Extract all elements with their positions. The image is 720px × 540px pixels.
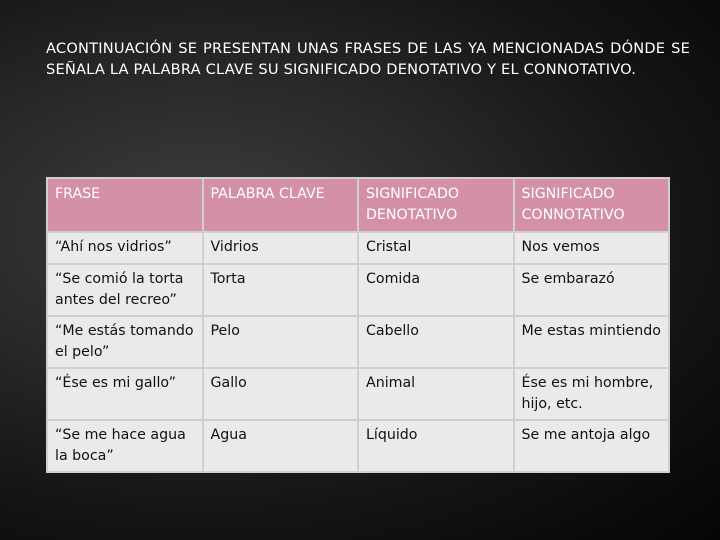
- table-row: [48, 369, 668, 419]
- cell-denotativo: Cristal: [359, 233, 513, 263]
- cell-frase: “Ahí nos vidrios”: [48, 233, 202, 263]
- header-frase: FRASE: [48, 179, 202, 231]
- header-significado-denotativo: SIGNIFICADO DENOTATIVO: [359, 179, 513, 231]
- cell-frase: “Ése es mi gallo”: [48, 369, 202, 419]
- cell-connotativo: Se embarazó: [515, 265, 669, 315]
- cell-palabra-clave: Vidrios: [204, 233, 358, 263]
- cell-connotativo: Nos vemos: [515, 233, 669, 263]
- cell-frase: “Se me hace agua la boca”: [48, 421, 202, 471]
- table-row: [48, 265, 668, 315]
- header-palabra-clave: PALABRA CLAVE: [204, 179, 358, 231]
- cell-palabra-clave: Gallo: [204, 369, 358, 419]
- slide-heading: ACONTINUACIÓN SE PRESENTAN UNAS FRASES DE LAS YA MENCIONADAS DÓNDE SE SEÑALA LA PALABRA CLAVE SU SIGNIFICADO DENOTATIVO Y EL CONNOTATIVO.: [46, 40, 690, 78]
- cell-denotativo: Animal: [359, 369, 513, 419]
- phrases-table: [46, 177, 670, 473]
- table-header-row: [48, 179, 668, 231]
- header-significado-connotativo: SIGNIFICADO CONNOTATIVO: [515, 179, 669, 231]
- cell-denotativo: Comida: [359, 265, 513, 315]
- table-row: [48, 421, 668, 471]
- cell-frase: “Se comió la torta antes del recreo”: [48, 265, 202, 315]
- table-row: [48, 233, 668, 263]
- cell-connotativo: Me estas mintiendo: [515, 317, 669, 367]
- cell-denotativo: Cabello: [359, 317, 513, 367]
- cell-palabra-clave: Agua: [204, 421, 358, 471]
- table-row: [48, 317, 668, 367]
- cell-palabra-clave: Pelo: [204, 317, 358, 367]
- cell-denotativo: Líquido: [359, 421, 513, 471]
- cell-connotativo: Ése es mi hombre, hijo, etc.: [515, 369, 669, 419]
- cell-palabra-clave: Torta: [204, 265, 358, 315]
- cell-connotativo: Se me antoja algo: [515, 421, 669, 471]
- cell-frase: “Me estás tomando el pelo”: [48, 317, 202, 367]
